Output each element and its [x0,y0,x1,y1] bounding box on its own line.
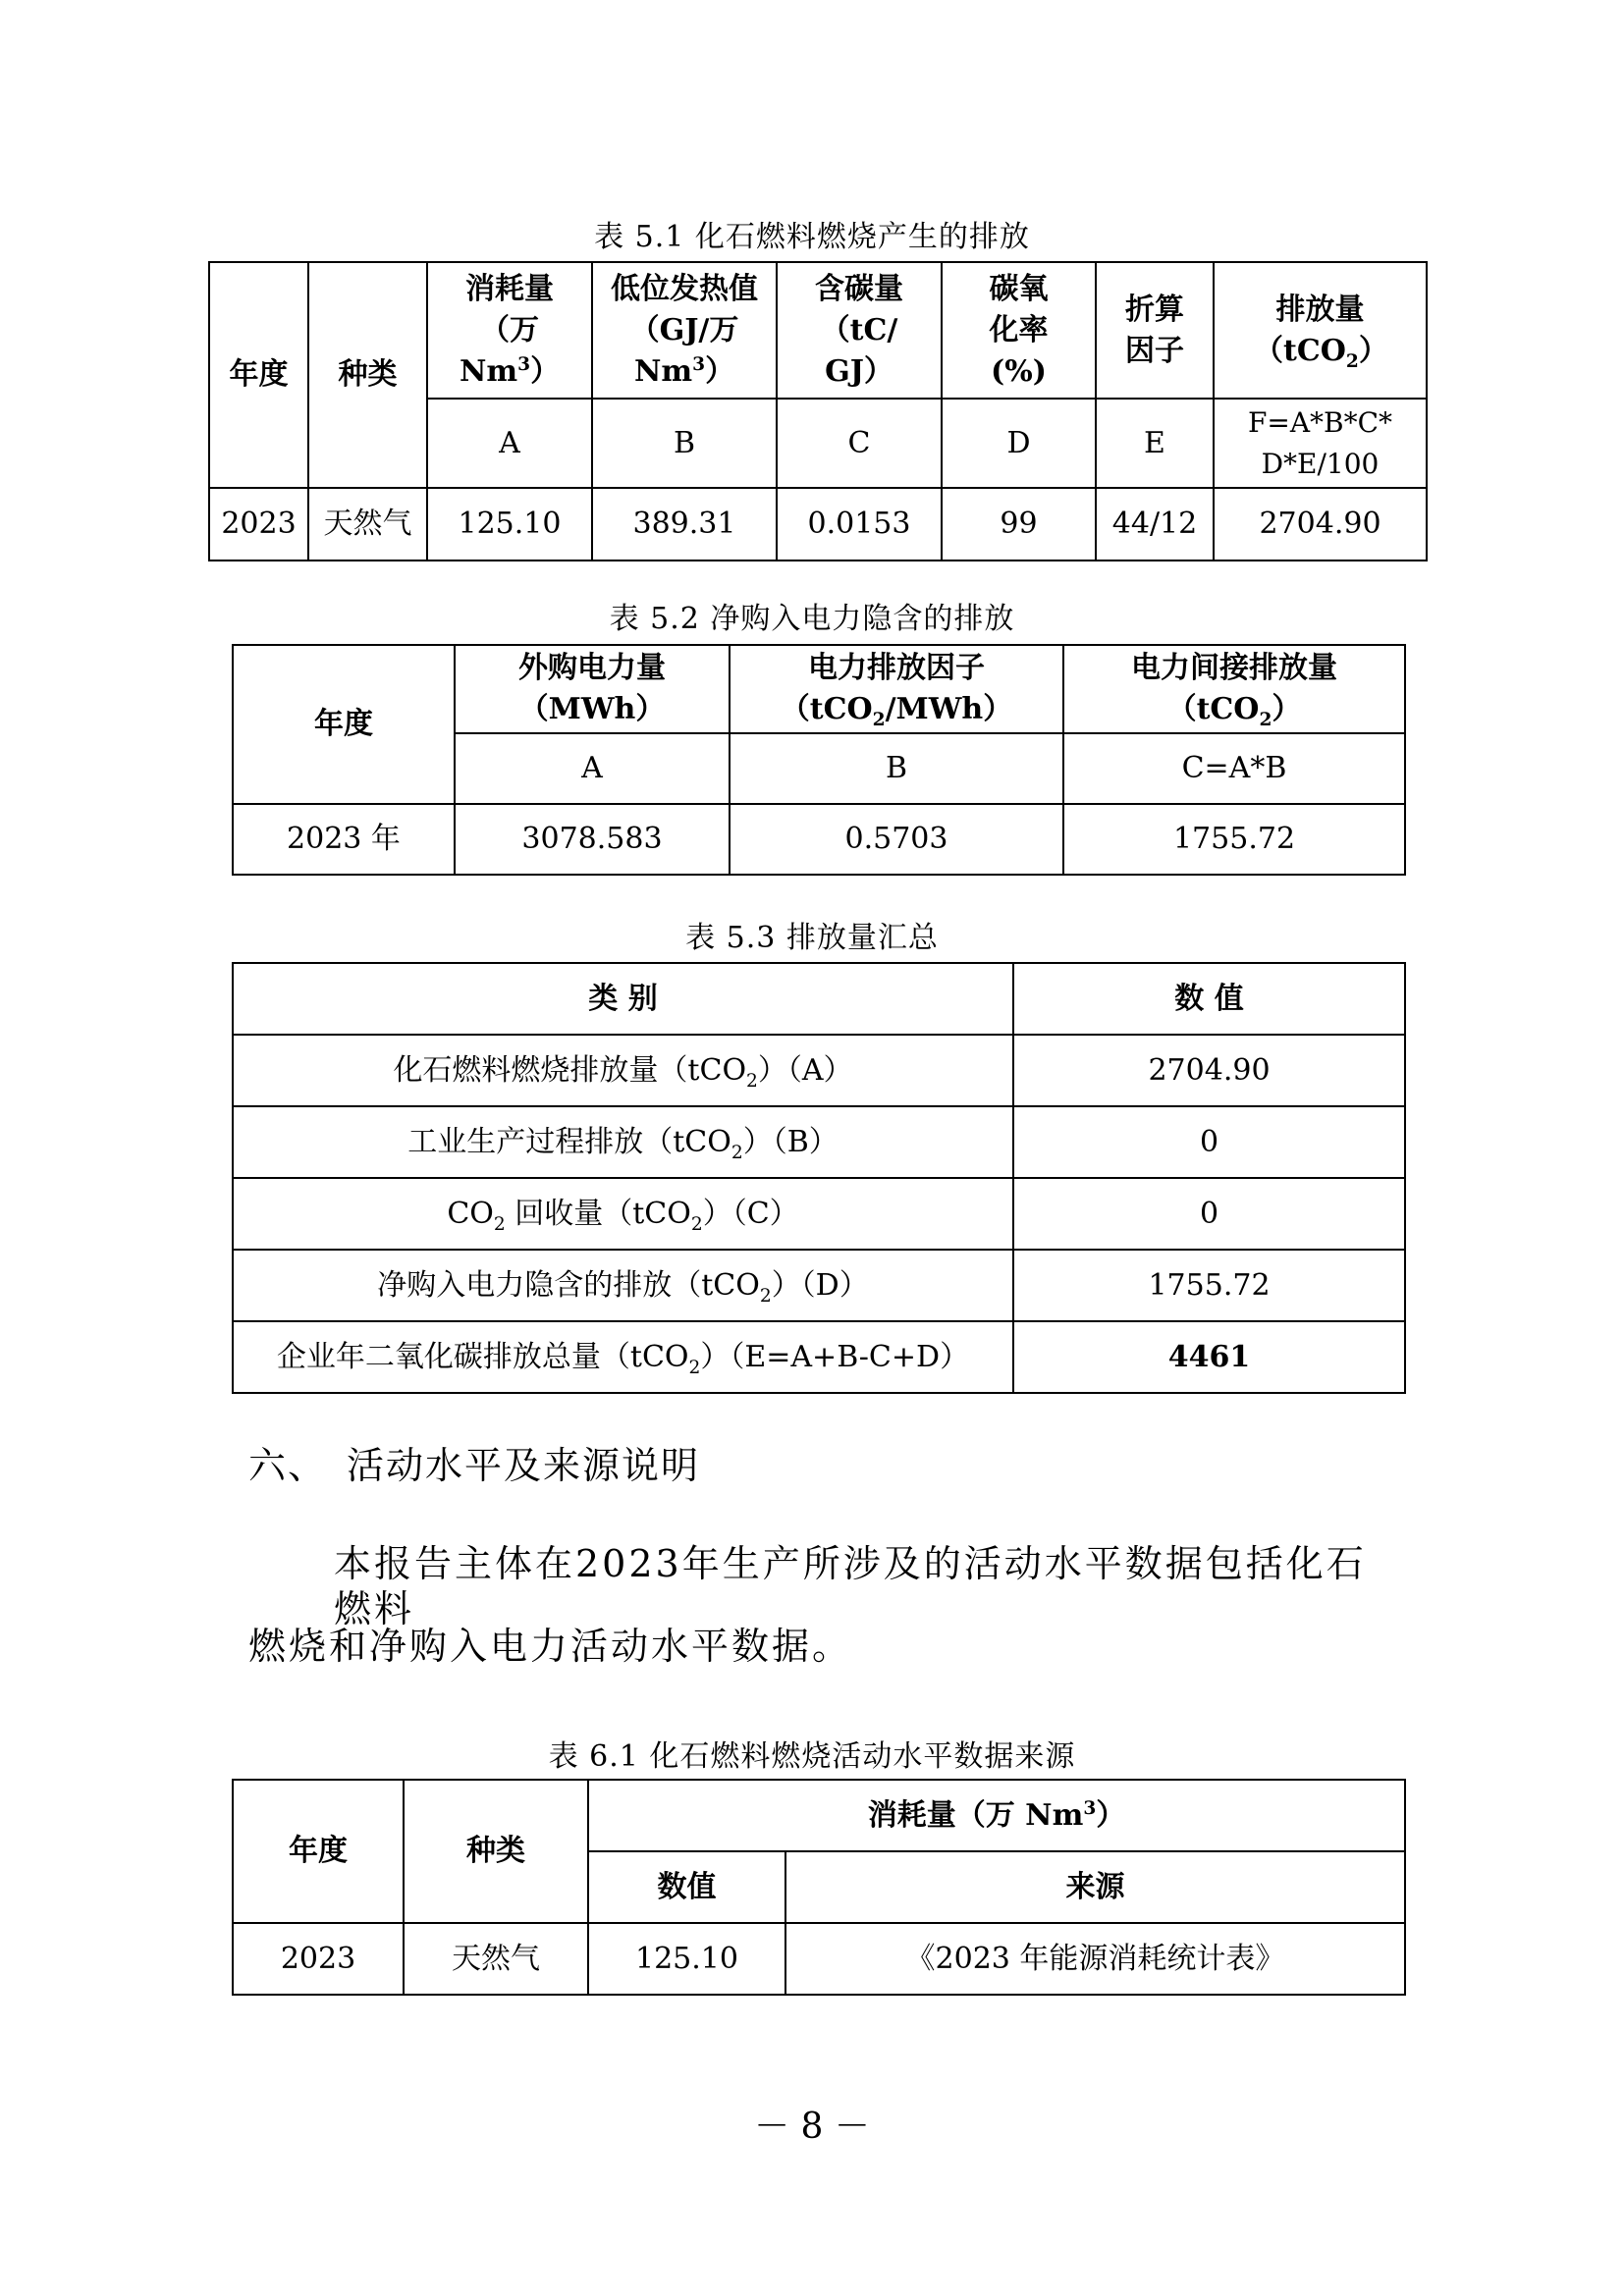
cell-oxidation-rate: 99 [942,488,1096,561]
cell-type: 天然气 [404,1923,588,1995]
header-emissions: 排放量（tCO$_2$） [1214,262,1427,399]
table-5-1 [208,261,1428,561]
header-source: 来源 [785,1851,1405,1923]
label-d: D [942,399,1096,488]
header-conversion-factor: 折算因子 [1096,262,1214,399]
label-a: A [427,399,592,488]
row-purchased-electricity-value: 1755.72 [1013,1250,1405,1321]
header-value: 数 值 [1013,963,1405,1035]
header-purchased-electricity: 外购电力量 （MWh） [455,645,730,733]
label-e: E [1096,399,1214,488]
cell-purchased-electricity: 3078.583 [455,804,730,875]
row-industrial-process-value: 0 [1013,1106,1405,1178]
cell-year: 2023 [209,488,308,561]
cell-year: 2023 [233,1923,404,1995]
table-5-3-caption: 表 5.3 排放量汇总 [685,921,939,955]
cell-electricity-factor: 0.5703 [730,804,1063,875]
paragraph-line-1: 本报告主体在2023年生产所涉及的活动水平数据包括化石燃料 [334,1542,1367,1630]
cell-carbon-content: 0.0153 [777,488,942,561]
section-number: 六、 [248,1444,328,1487]
row-total-value: 4461 [1013,1321,1405,1393]
table-5-3 [232,962,1406,1394]
table-6-1-caption: 表 6.1 化石燃料燃烧活动水平数据来源 [548,1739,1076,1774]
header-heating-value: 低位发热值（GJ/万 Nm$^3$） [592,262,777,399]
page-number: － 8 － [754,2107,870,2147]
section-heading [248,1435,700,1489]
cell-indirect-emissions: 1755.72 [1063,804,1405,875]
header-electricity-factor: 电力排放因子 （tCO$_2$/MWh） [730,645,1063,733]
table-6-1 [232,1779,1406,1996]
section-title: 活动水平及来源说明 [347,1444,701,1487]
header-oxidation-rate: 碳氧化率(%) [942,262,1096,399]
table-5-2 [232,644,1406,876]
header-indirect-emissions: 电力间接排放量 （tCO$_2$） [1063,645,1405,733]
header-type: 种类 [308,262,427,488]
cell-value: 125.10 [588,1923,785,1995]
label-formula: C=A*B [1063,733,1405,804]
label-a: A [455,733,730,804]
row-fossil-fuel-label: 化石燃料燃烧排放量（tCO$_2$）（A） [233,1035,1013,1106]
row-co2-recovery-label: $CO_2$ 回收量（tCO$_2$）（C） [233,1178,1013,1250]
row-co2-recovery-value: 0 [1013,1178,1405,1250]
header-consumption: 消耗量（万 Nm$^3$） [427,262,592,399]
label-b: B [592,399,777,488]
header-carbon-content: 含碳量（tC/GJ） [777,262,942,399]
label-b: B [730,733,1063,804]
header-year: 年度 [209,262,308,488]
row-purchased-electricity-label: 净购入电力隐含的排放（tCO$_2$）（D） [233,1250,1013,1321]
cell-year: 2023 年 [233,804,455,875]
row-industrial-process-label: 工业生产过程排放（tCO$_2$）（B） [233,1106,1013,1178]
header-year: 年度 [233,1780,404,1923]
row-total-label: 企业年二氧化碳排放总量（tCO$_2$）（E=A+B-C+D） [233,1321,1013,1393]
cell-heating-value: 389.31 [592,488,777,561]
cell-source: 《2023 年能源消耗统计表》 [785,1923,1405,1995]
table-5-1-caption: 表 5.1 化石燃料燃烧产生的排放 [594,220,1030,254]
header-consumption: 消耗量（万 Nm$^3$） [588,1780,1405,1851]
cell-emissions: 2704.90 [1214,488,1427,561]
label-c: C [777,399,942,488]
cell-type: 天然气 [308,488,427,561]
cell-consumption: 125.10 [427,488,592,561]
header-category: 类 别 [233,963,1013,1035]
header-year: 年度 [233,645,455,804]
cell-conversion-factor: 44/12 [1096,488,1214,561]
header-value: 数值 [588,1851,785,1923]
table-5-2-caption: 表 5.2 净购入电力隐含的排放 [609,602,1015,636]
row-fossil-fuel-value: 2704.90 [1013,1035,1405,1106]
header-type: 种类 [404,1780,588,1923]
paragraph-line-2: 燃烧和净购入电力活动水平数据。 [248,1625,853,1668]
label-formula: F=A*B*C*D*E/100 [1214,399,1427,488]
